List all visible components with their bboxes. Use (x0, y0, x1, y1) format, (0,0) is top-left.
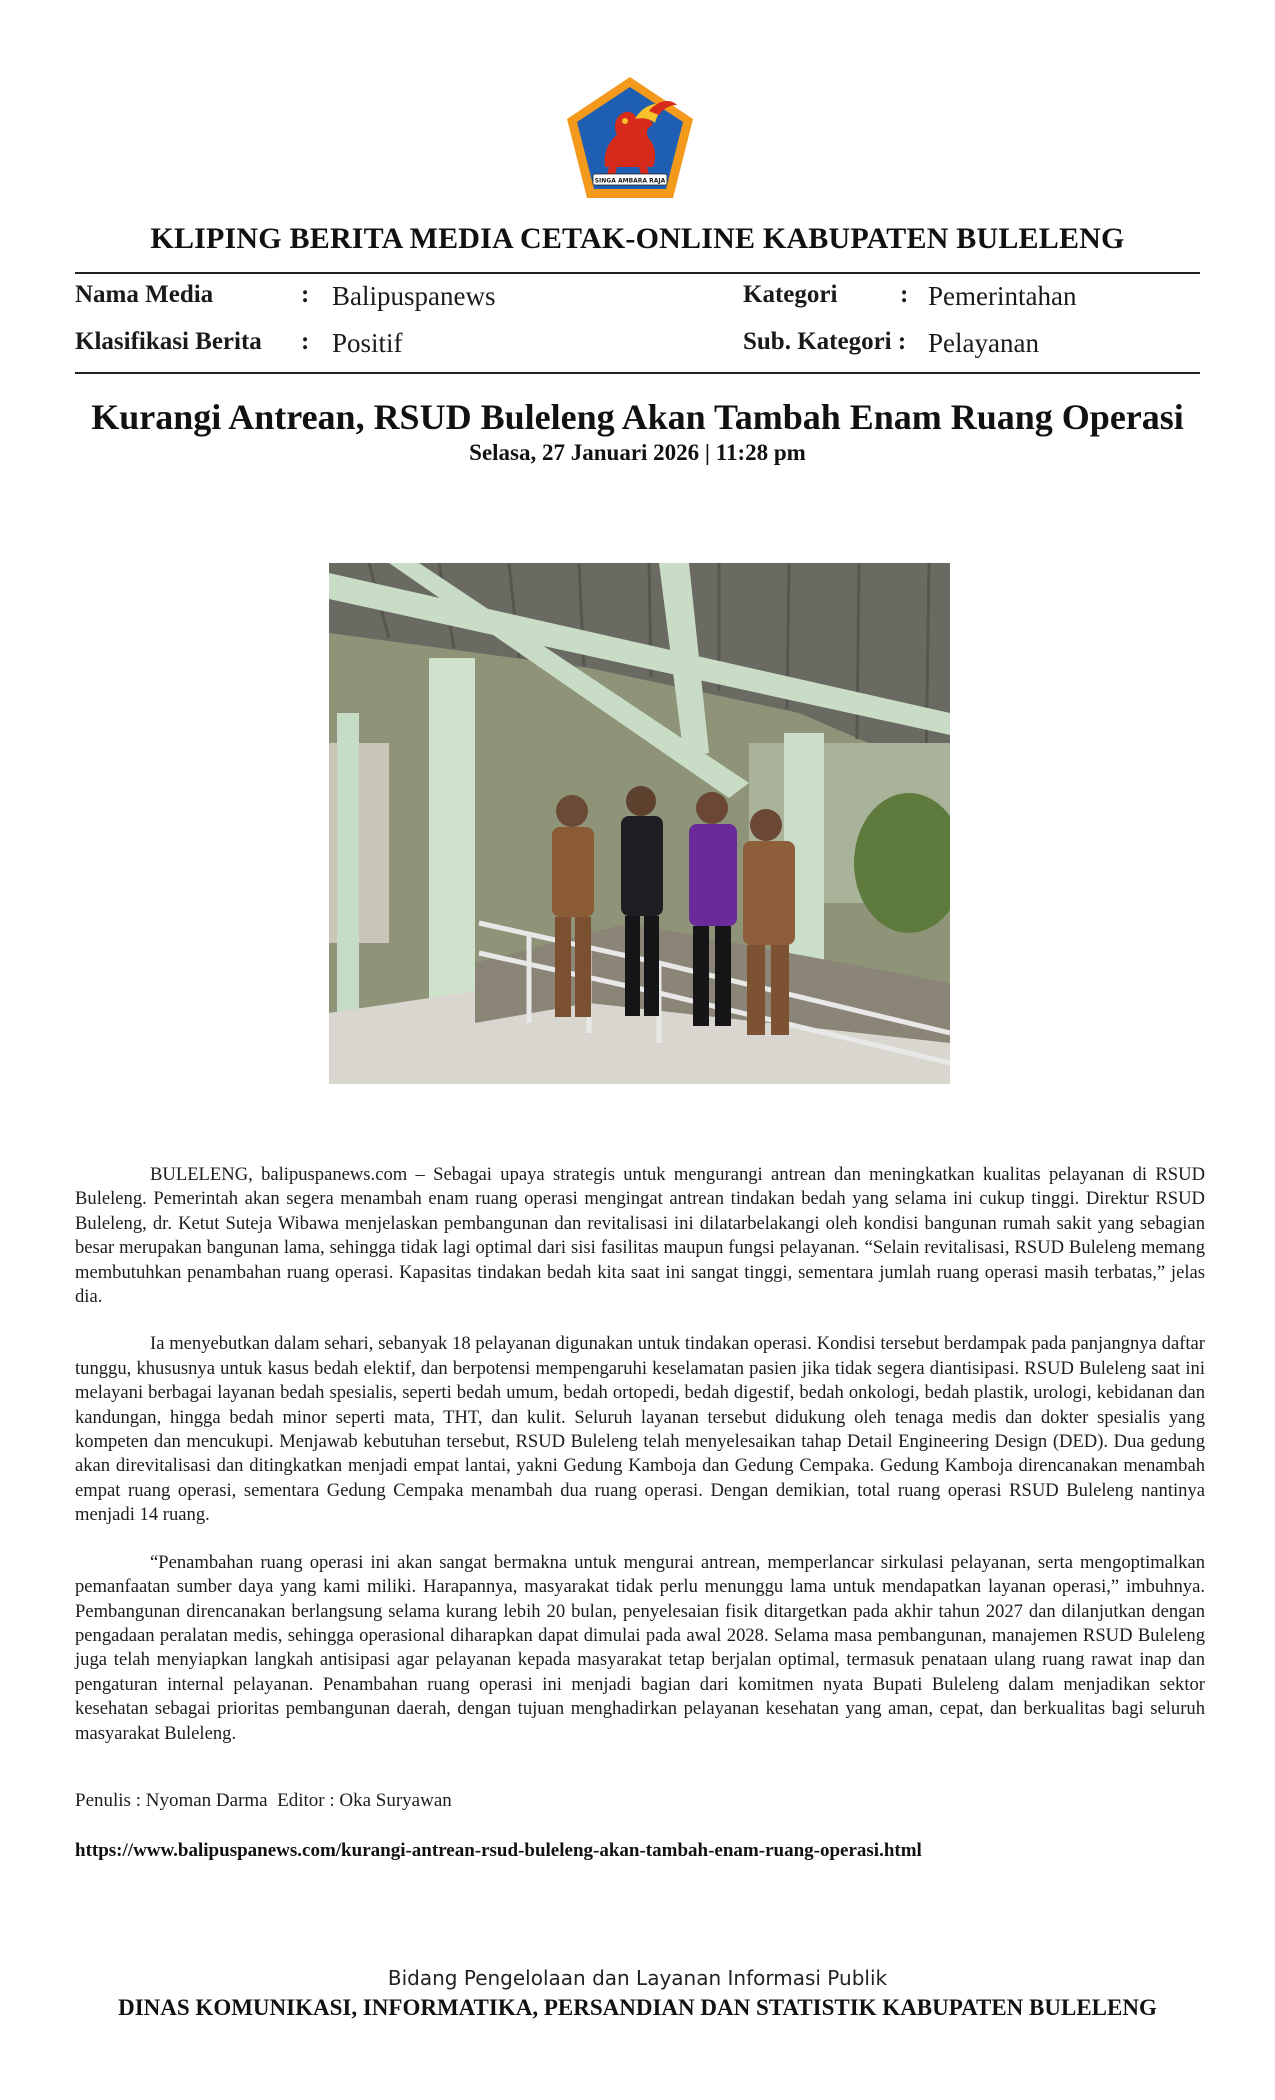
article-paragraph: Ia menyebutkan dalam sehari, sebanyak 18 pelayanan digunakan untuk tindakan operasi. Kondisi tersebut berdampak pada panjangnya daftar tunggu, khususnya untuk kasus bedah elektif, dan berpotensi mempengaruhi keselamatan pasien jika tidak segera diantisipasi. RSUD Buleleng saat ini melayani berbagai layanan bedah spesialis, seperti bedah umum, bedah ortopedi, bedah digestif, bedah onkologi, bedah plastik, urologi, kebidanan dan kandungan, hingga bedah minor seperti mata, THT, dan kulit. Seluruh layanan tersebut didukung oleh tenaga medis dan dokter spesialis yang kompeten dan mencukupi. Menjawab kebutuhan tersebut, RSUD Buleleng telah menyelesaikan tahap Detail Engineering Design (DED). Dua gedung akan direvitalisasi dan ditingkatkan menjadi empat lantai, yakni Gedung Kamboja dan Gedung Cempaka. Gedung Kamboja direncanakan menambah empat ruang operasi, sementara Gedung Cempaka menambah dua ruang operasi. Dengan demikian, total ruang operasi RSUD Buleleng nantinya menjadi 14 ruang. (75, 1333, 1205, 1526)
kategori-value: Pemerintahan (928, 281, 1077, 311)
article-photo (329, 563, 950, 1084)
article-paragraph: BULELENG, balipuspanews.com – Sebagai upaya strategis untuk mengurangi antrean dan meningkatkan kualitas pelayanan di RSUD Buleleng. Pemerintah akan segera menambah enam ruang operasi mengingat antrean tindakan bedah yang selama ini cukup tinggi. Direktur RSUD Buleleng, dr. Ketut Suteja Wibawa menjelaskan pembangunan dan revitalisasi ini dilatarbelakangi oleh kondisi bangunan rumah sakit yang sebagian besar merupakan bangunan lama, sehingga tidak lagi optimal dari sisi fasilitas maupun fungsi pelayanan. “Selain revitalisasi, RSUD Buleleng memang membutuhkan penambahan ruang operasi. Kapasitas tindakan bedah kita saat ini sangat tinggi, sementara jumlah ruang operasi masih terbatas,” jelas dia. (75, 1164, 1205, 1308)
article-body (75, 1163, 1205, 1769)
article-paragraph: “Penambahan ruang operasi ini akan sangat bermakna untuk mengurai antrean, memperlancar sirkulasi pelayanan, serta mengoptimalkan pemanfaatan sumber daya yang kami miliki. Harapannya, masyarakat tidak perlu menunggu lama untuk mendapatkan layanan operasi,” imbuhnya. Pembangunan direncanakan berlangsung selama kurang lebih 20 bulan, penyelesaian fisik ditargetkan pada akhir tahun 2027 dan dilanjutkan dengan pengadaan peralatan medis, sehingga operasional diharapkan dapat dimulai pada awal 2028. Selama masa pembangunan, manajemen RSUD Buleleng juga telah menyiapkan langkah antisipasi agar pelayanan kepada masyarakat tetap berjalan optimal, termasuk penataan ulang ruang rawat inap dan pengaturan internal pelayanan. Penambahan ruang operasi ini menjadi bagian dari komitmen nyata Bupati Buleleng dalam menjadikan sektor kesehatan sebagai prioritas pembangunan daerah, dengan tujuan menghadirkan pelayanan kesehatan yang aman, cepat, dan berkualitas bagi seluruh masyarakat Buleleng. (75, 1551, 1205, 1744)
sub-kategori-label: Sub. Kategori : (743, 328, 907, 355)
article-credits: Penulis : Nyoman Darma Editor : Oka Suryawan (75, 1790, 452, 1811)
footer-agency: DINAS KOMUNIKASI, INFORMATIKA, PERSANDIAN DAN STATISTIK KABUPATEN BULELENG (118, 1995, 1157, 2020)
klasifikasi-label: Klasifikasi Berita (75, 328, 262, 355)
klasifikasi-value: Positif (332, 328, 403, 358)
nama-media-value: Balipuspanews (332, 281, 496, 311)
header-divider-top (75, 272, 1200, 274)
sub-kategori-value: Pelayanan (928, 328, 1039, 358)
clipping-header-title: KLIPING BERITA MEDIA CETAK-ONLINE KABUPATEN BULELENG (150, 222, 1125, 255)
logo-motto: SINGA AMBARA RAJA (594, 177, 666, 185)
nama-media-colon: : (301, 281, 310, 308)
nama-media-label: Nama Media (75, 281, 214, 308)
article-headline: Kurangi Antrean, RSUD Buleleng Akan Tambah Enam Ruang Operasi (91, 397, 1184, 437)
footer-division: Bidang Pengelolaan dan Layanan Informasi Publik (387, 1966, 888, 1990)
article-dateline: Selasa, 27 Januari 2026 | 11:28 pm (469, 440, 806, 465)
article-source-link[interactable]: https://www.balipuspanews.com/kurangi-antrean-rsud-buleleng-akan-tambah-enam-ruang-operasi.html (75, 1840, 922, 1861)
buleleng-regency-logo (565, 75, 695, 200)
header-divider-bottom (75, 372, 1200, 374)
klasifikasi-colon: : (301, 328, 310, 355)
kategori-colon: : (900, 281, 909, 308)
kategori-label: Kategori (743, 281, 838, 308)
